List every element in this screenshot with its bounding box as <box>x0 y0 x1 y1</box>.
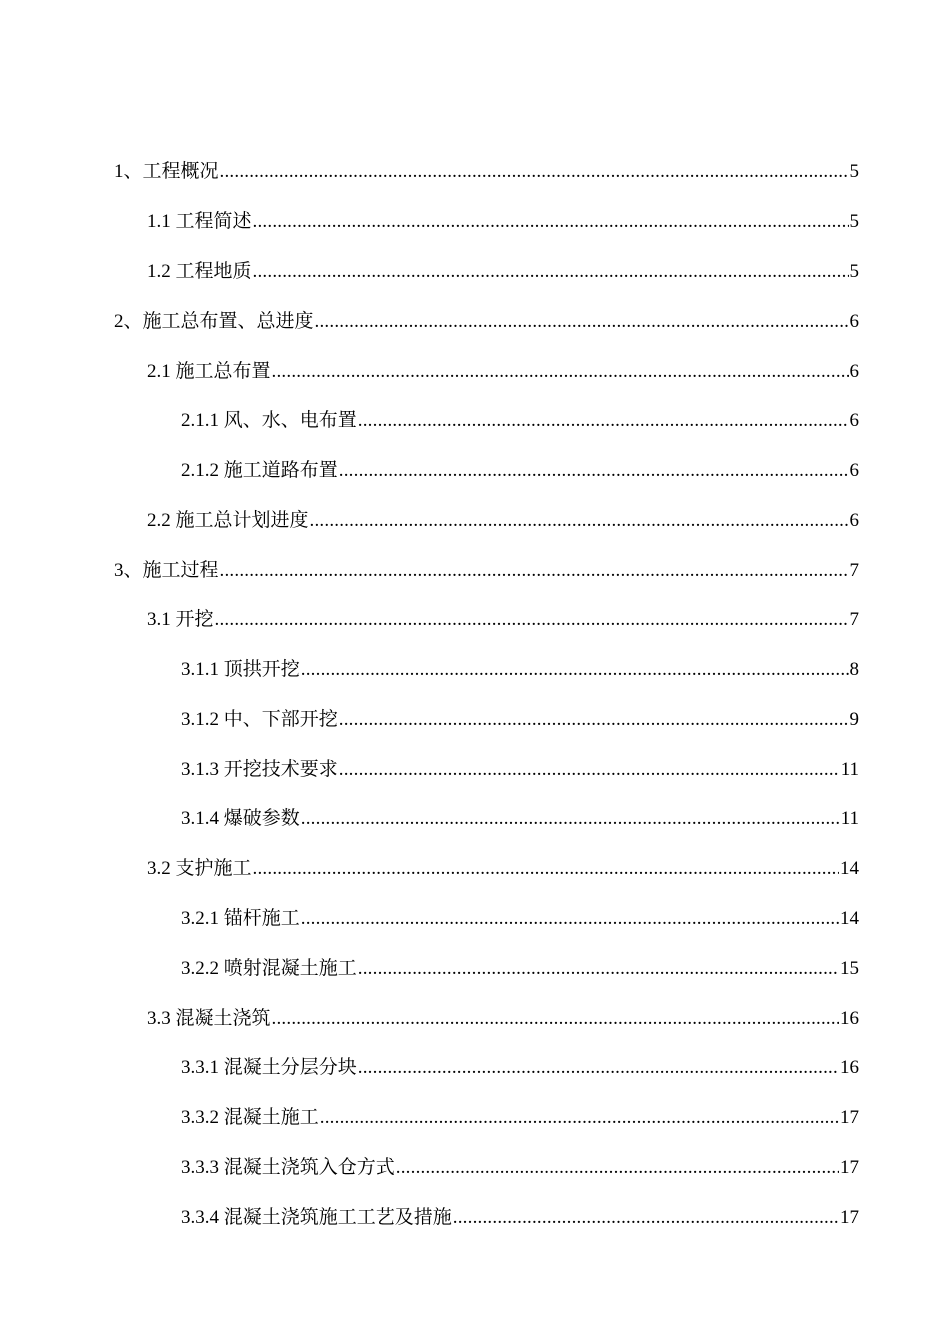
toc-entry-label: 3.3.3 混凝土浇筑入仓方式 <box>181 1157 395 1178</box>
toc-entry-page: 14 <box>840 858 859 879</box>
toc-entry-2-1-2[interactable] <box>181 459 859 483</box>
toc-entry-3-2-2[interactable] <box>181 957 859 981</box>
toc-entry-label: 3.1.3 开挖技术要求 <box>181 759 338 780</box>
toc-entry-page: 17 <box>840 1157 859 1178</box>
toc-entry-label: 1.2 工程地质 <box>147 261 252 282</box>
toc-entry-label: 3.1.2 中、下部开挖 <box>181 709 338 730</box>
toc-entry-page: 7 <box>849 609 859 630</box>
toc-entry-page: 11 <box>840 759 859 780</box>
toc-dot-leader <box>253 857 839 881</box>
toc-entry-page: 9 <box>849 709 859 730</box>
toc-entry-page: 6 <box>849 460 859 481</box>
toc-entry-page: 5 <box>849 261 859 282</box>
toc-entry-2-1[interactable] <box>147 360 859 384</box>
toc-entry-page: 17 <box>840 1207 859 1228</box>
toc-entry-2[interactable] <box>114 310 859 334</box>
toc-entry-2-2[interactable] <box>147 509 859 533</box>
toc-entry-page: 15 <box>840 958 859 979</box>
toc-entry-label: 2.1.2 施工道路布置 <box>181 460 338 481</box>
toc-dot-leader <box>339 459 849 483</box>
toc-entry-page: 6 <box>849 510 859 531</box>
toc-entry-label: 3.3.4 混凝土浇筑施工工艺及措施 <box>181 1207 452 1228</box>
toc-entry-label: 3、施工过程 <box>114 560 219 581</box>
toc-dot-leader <box>301 907 839 931</box>
toc-entry-label: 3.2.2 喷射混凝土施工 <box>181 958 357 979</box>
toc-dot-leader <box>253 260 849 284</box>
toc-entry-1-1[interactable] <box>147 210 859 234</box>
toc-entry-3-3-3[interactable] <box>181 1156 859 1180</box>
toc-entry-3-3-2[interactable] <box>181 1106 859 1130</box>
toc-entry-page: 6 <box>849 311 859 332</box>
toc-dot-leader <box>301 807 840 831</box>
toc-dot-leader <box>339 708 849 732</box>
toc-entry-3-1-1[interactable] <box>181 658 859 682</box>
toc-entry-3-1-2[interactable] <box>181 708 859 732</box>
toc-entry-3-3[interactable] <box>147 1007 859 1031</box>
toc-entry-label: 2、施工总布置、总进度 <box>114 311 314 332</box>
toc-dot-leader <box>396 1156 839 1180</box>
toc-dot-leader <box>272 1007 839 1031</box>
toc-dot-leader <box>358 409 849 433</box>
toc-entry-3-3-4[interactable] <box>181 1206 859 1230</box>
toc-dot-leader <box>358 957 839 981</box>
toc-entry-1-2[interactable] <box>147 260 859 284</box>
toc-entry-label: 3.1.1 顶拱开挖 <box>181 659 300 680</box>
toc-entry-page: 17 <box>840 1107 859 1128</box>
toc-entry-1[interactable] <box>114 160 859 184</box>
toc-dot-leader <box>253 210 849 234</box>
toc-entry-3-1[interactable] <box>147 608 859 632</box>
toc-entry-label: 3.1 开挖 <box>147 609 214 630</box>
toc-entry-3[interactable] <box>114 559 859 583</box>
toc-entry-label: 3.1.4 爆破参数 <box>181 808 300 829</box>
toc-entry-page: 16 <box>840 1057 859 1078</box>
toc-dot-leader <box>220 160 849 184</box>
toc-entry-page: 5 <box>849 161 859 182</box>
toc-entry-label: 1、工程概况 <box>114 161 219 182</box>
toc-entry-page: 11 <box>840 808 859 829</box>
toc-dot-leader <box>453 1206 839 1230</box>
toc-dot-leader <box>215 608 849 632</box>
toc-entry-page: 5 <box>849 211 859 232</box>
toc-entry-label: 1.1 工程简述 <box>147 211 252 232</box>
toc-dot-leader <box>301 658 849 682</box>
toc-dot-leader <box>320 1106 839 1130</box>
toc-dot-leader <box>310 509 849 533</box>
toc-entry-label: 3.3 混凝土浇筑 <box>147 1008 271 1029</box>
toc-entry-page: 8 <box>849 659 859 680</box>
toc-entry-page: 6 <box>849 361 859 382</box>
toc-entry-3-2[interactable] <box>147 857 859 881</box>
toc-entry-page: 7 <box>849 560 859 581</box>
toc-dot-leader <box>315 310 849 334</box>
toc-entry-label: 3.2 支护施工 <box>147 858 252 879</box>
toc-dot-leader <box>220 559 849 583</box>
toc-entry-3-1-4[interactable] <box>181 807 859 831</box>
toc-entry-label: 2.1 施工总布置 <box>147 361 271 382</box>
toc-entry-label: 2.2 施工总计划进度 <box>147 510 309 531</box>
toc-dot-leader <box>272 360 849 384</box>
toc-entry-page: 6 <box>849 410 859 431</box>
toc-entry-3-1-3[interactable] <box>181 758 859 782</box>
toc-entry-label: 3.3.2 混凝土施工 <box>181 1107 319 1128</box>
toc-dot-leader <box>358 1056 839 1080</box>
toc-entry-label: 2.1.1 风、水、电布置 <box>181 410 357 431</box>
toc-entry-page: 16 <box>840 1008 859 1029</box>
toc-dot-leader <box>339 758 840 782</box>
toc-entry-2-1-1[interactable] <box>181 409 859 433</box>
toc-entry-3-3-1[interactable] <box>181 1056 859 1080</box>
toc-entry-label: 3.2.1 锚杆施工 <box>181 908 300 929</box>
toc-entry-page: 14 <box>840 908 859 929</box>
toc-entry-3-2-1[interactable] <box>181 907 859 931</box>
toc-entry-label: 3.3.1 混凝土分层分块 <box>181 1057 357 1078</box>
